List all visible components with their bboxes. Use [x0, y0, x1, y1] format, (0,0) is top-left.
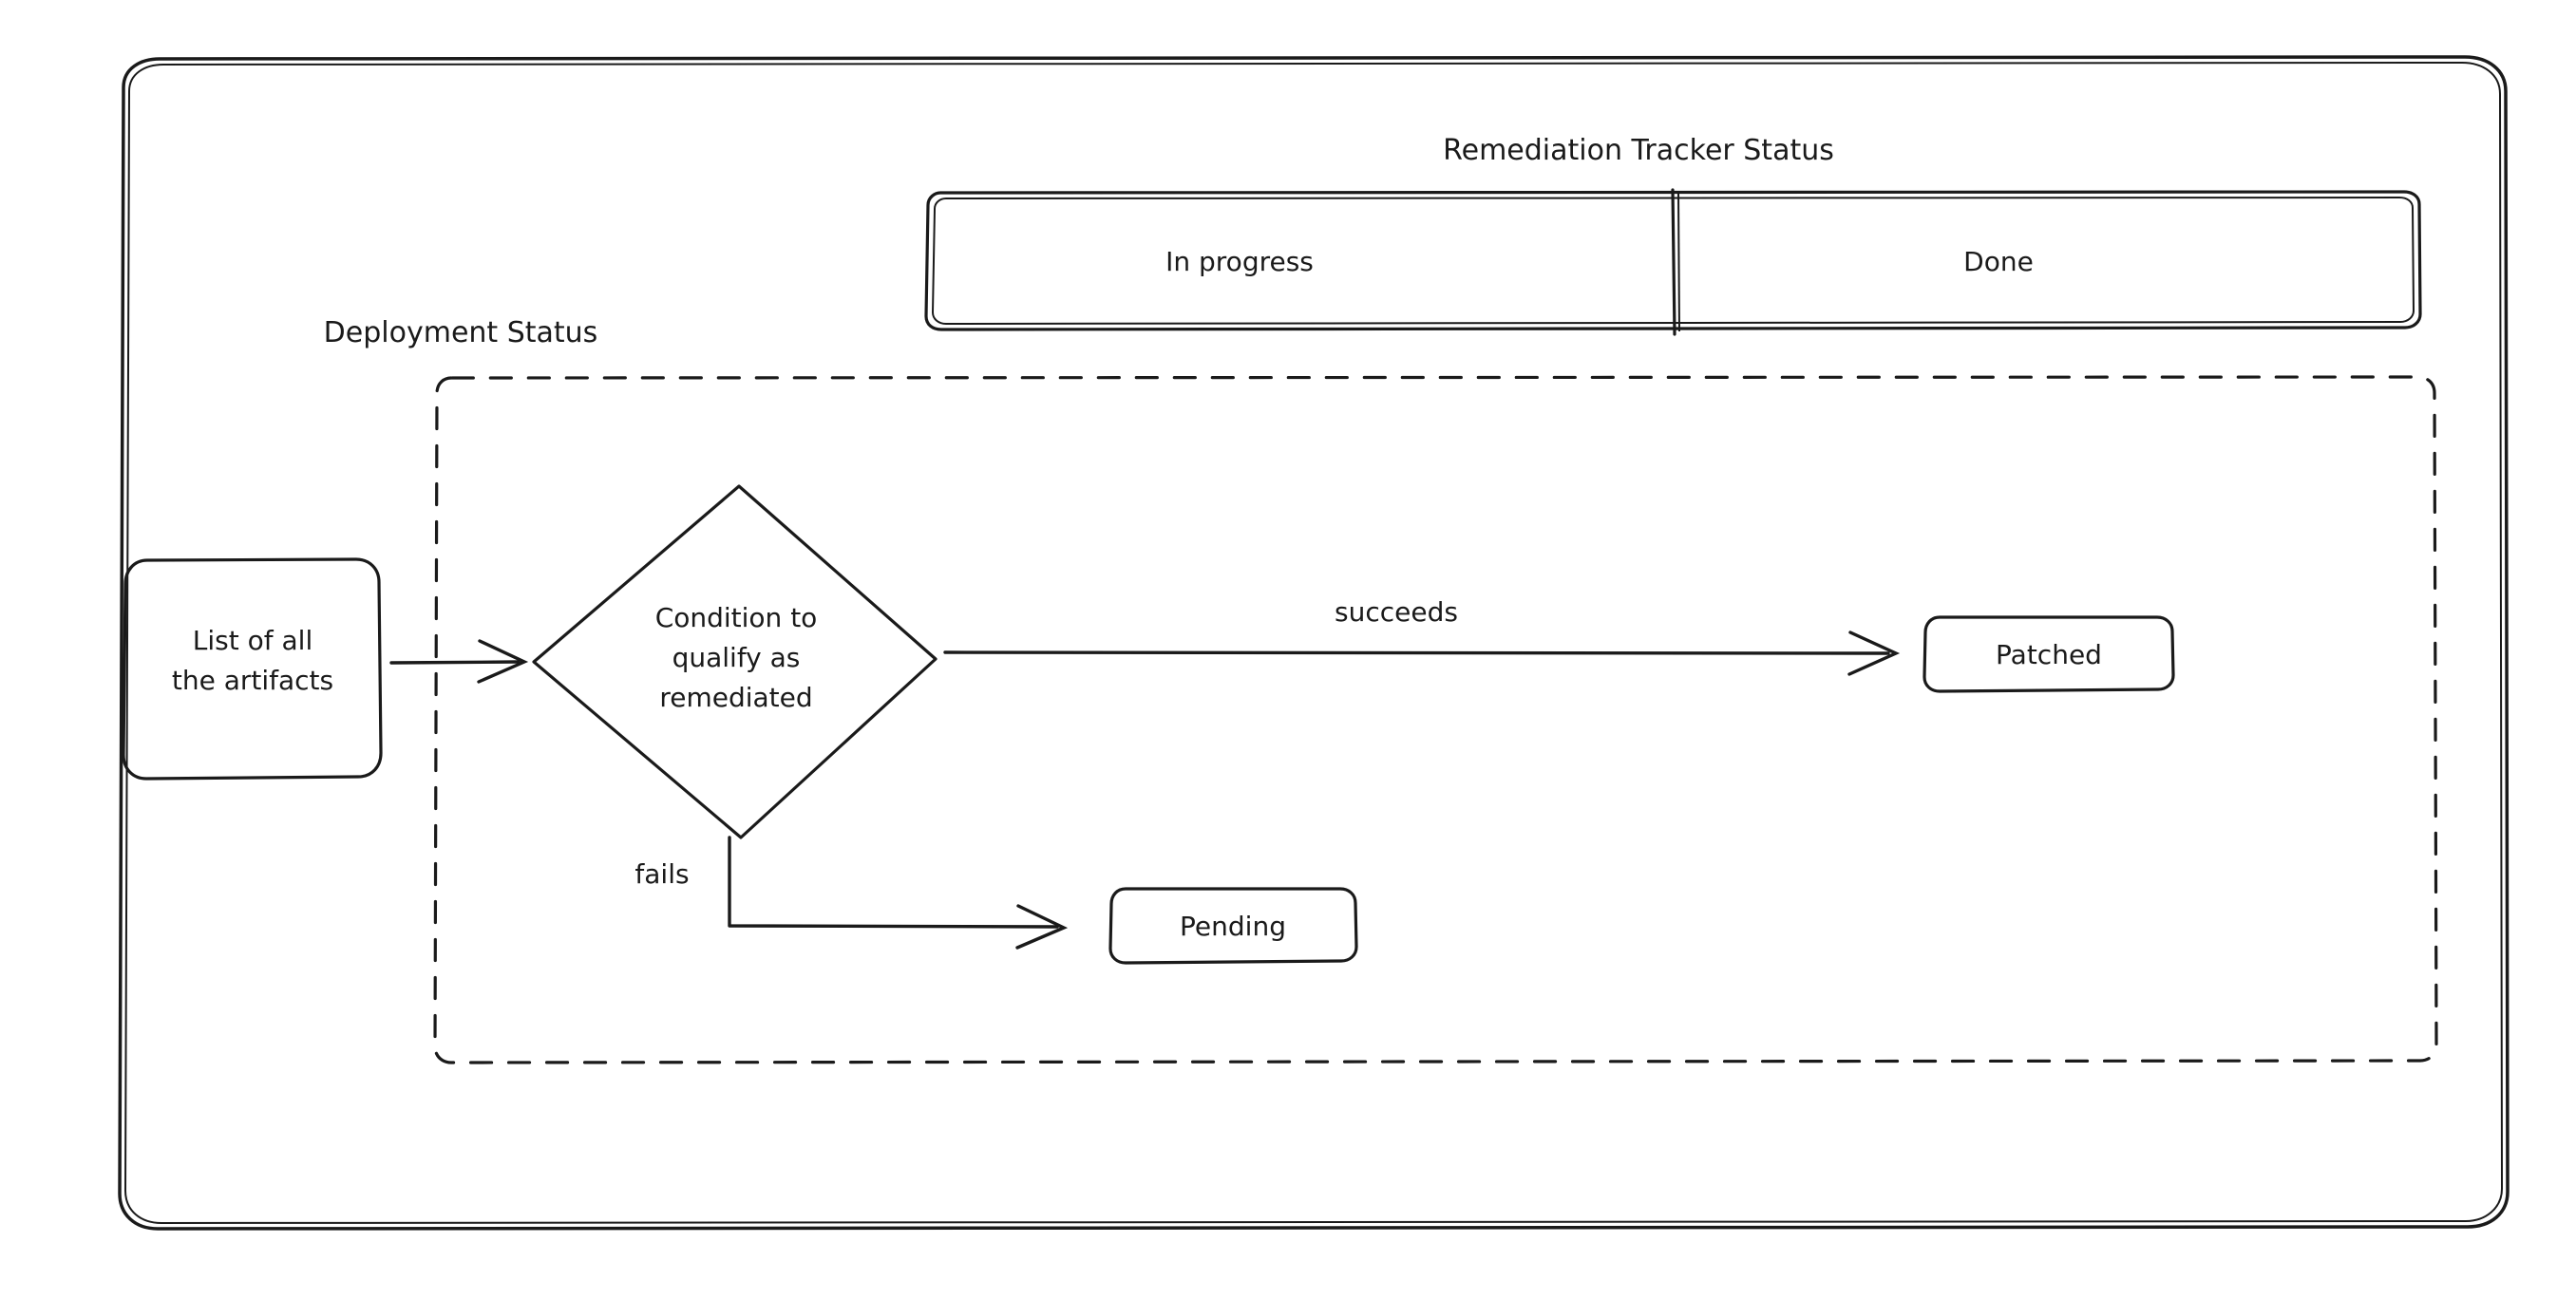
- node-artifacts[interactable]: [123, 559, 381, 779]
- edge-label-fails: fails: [635, 858, 690, 890]
- edge-condition-to-pending: [635, 838, 1064, 948]
- deployment-status-group: [435, 377, 2436, 1063]
- node-artifacts-label-line-2: the artifacts: [171, 665, 334, 696]
- node-condition-label-line-2: qualify as: [672, 642, 801, 673]
- remediation-tracker-status-title: Remediation Tracker Status: [1443, 134, 1834, 167]
- node-condition-label-line-1: Condition to: [654, 602, 818, 633]
- node-pending-label: Pending: [1180, 911, 1286, 942]
- tracker-bar: [926, 190, 2420, 334]
- node-artifacts-label-line-1: List of all: [192, 625, 313, 656]
- edge-condition-to-patched: [945, 596, 1896, 674]
- node-patched[interactable]: [1924, 617, 2173, 691]
- outer-frame: [120, 57, 2508, 1229]
- edge-artifacts-to-condition: [391, 641, 524, 682]
- node-condition-label-line-3: remediated: [659, 682, 813, 713]
- tracker-cell-in-progress-label: In progress: [1165, 246, 1314, 277]
- deployment-status-label: Deployment Status: [323, 316, 598, 349]
- node-pending[interactable]: [1110, 889, 1356, 963]
- node-patched-label: Patched: [1996, 639, 2102, 670]
- node-condition[interactable]: [534, 486, 936, 838]
- tracker-cell-done-label: Done: [1963, 246, 2034, 277]
- edge-label-succeeds: succeeds: [1335, 596, 1458, 628]
